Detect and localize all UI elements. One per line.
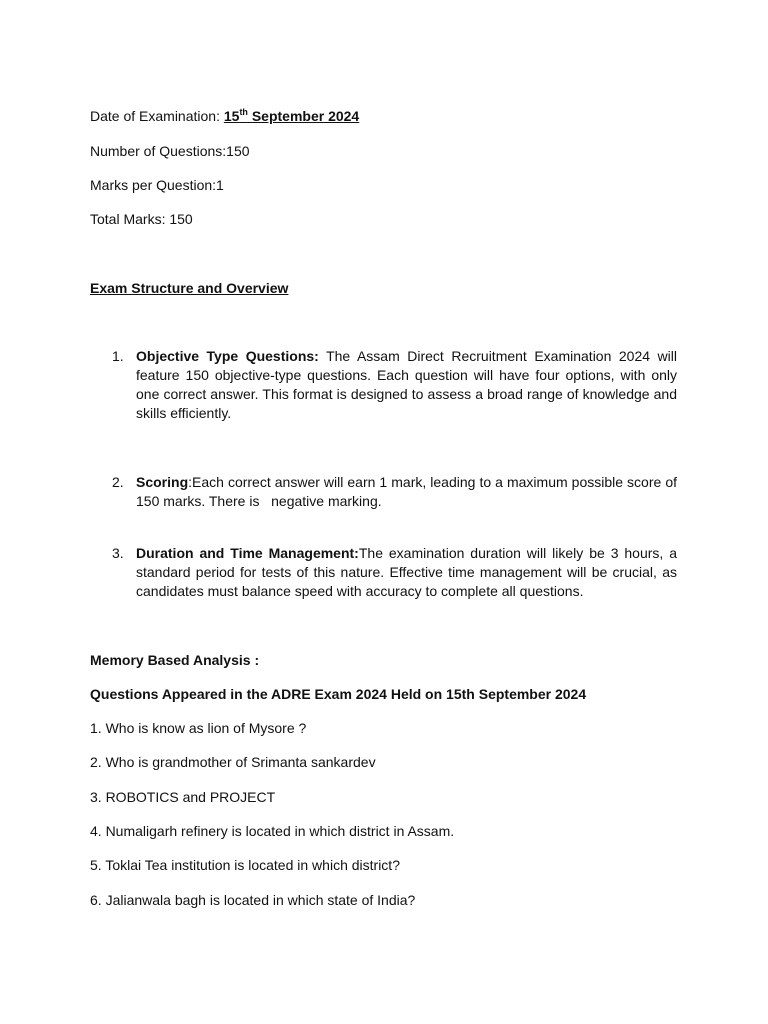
item-text: :Each correct answer will earn 1 mark, leading to a maximum possible score of 150 marks. There is negative marking.	[136, 474, 681, 509]
exam-date-day: 15	[223, 108, 240, 124]
question-item: 6. Jalianwala bagh is located in which state of India?	[90, 892, 416, 908]
structure-item	[90, 473, 681, 511]
item-title: Scoring	[136, 474, 189, 490]
item-number: 1.	[112, 348, 124, 364]
item-title: Duration and Time Management:	[136, 545, 359, 561]
total-marks: Total Marks: 150	[90, 211, 193, 227]
item-body	[136, 544, 677, 601]
question-item: 4. Numaligarh refinery is located in which district in Assam.	[90, 823, 455, 839]
item-number: 3.	[112, 545, 124, 561]
item-body	[136, 473, 681, 511]
number-of-questions: Number of Questions:150	[90, 143, 250, 159]
question-item: 3. ROBOTICS and PROJECT	[90, 789, 276, 805]
question-item: 2. Who is grandmother of Srimanta sankardev	[90, 754, 376, 770]
item-title: Objective Type Questions:	[136, 348, 319, 364]
exam-date-suffix: th	[239, 107, 248, 117]
question-item: 1. Who is know as lion of Mysore ?	[90, 720, 307, 736]
memory-heading: Memory Based Analysis :	[90, 652, 260, 668]
item-text: The examination duration will likely be 3 hours, a standard period for tests of this nature. Effective time management will be crucial, as candidates must balance speed with accuracy to complete all questions.	[136, 545, 678, 599]
question-item: 5. Toklai Tea institution is located in which district?	[90, 857, 400, 873]
exam-date-rest: September 2024	[247, 108, 360, 124]
structure-item	[90, 347, 677, 423]
item-body	[136, 347, 677, 423]
exam-date-value	[224, 108, 359, 124]
structure-heading: Exam Structure and Overview	[90, 280, 289, 296]
exam-date-label: Date of Examination:	[90, 108, 224, 124]
structure-item	[90, 544, 677, 601]
marks-per-question: Marks per Question:1	[90, 177, 224, 193]
item-number: 2.	[112, 474, 124, 490]
memory-subheading: Questions Appeared in the ADRE Exam 2024 Held on 15th September 2024	[90, 686, 587, 702]
item-text: The Assam Direct Recruitment Examination 2024 will feature 150 objective-type questions. Each question will have four options, with only one correct answer. This format is designed to assess a broad range of knowledge and skills efficiently.	[136, 348, 677, 421]
exam-date-line	[90, 107, 359, 125]
